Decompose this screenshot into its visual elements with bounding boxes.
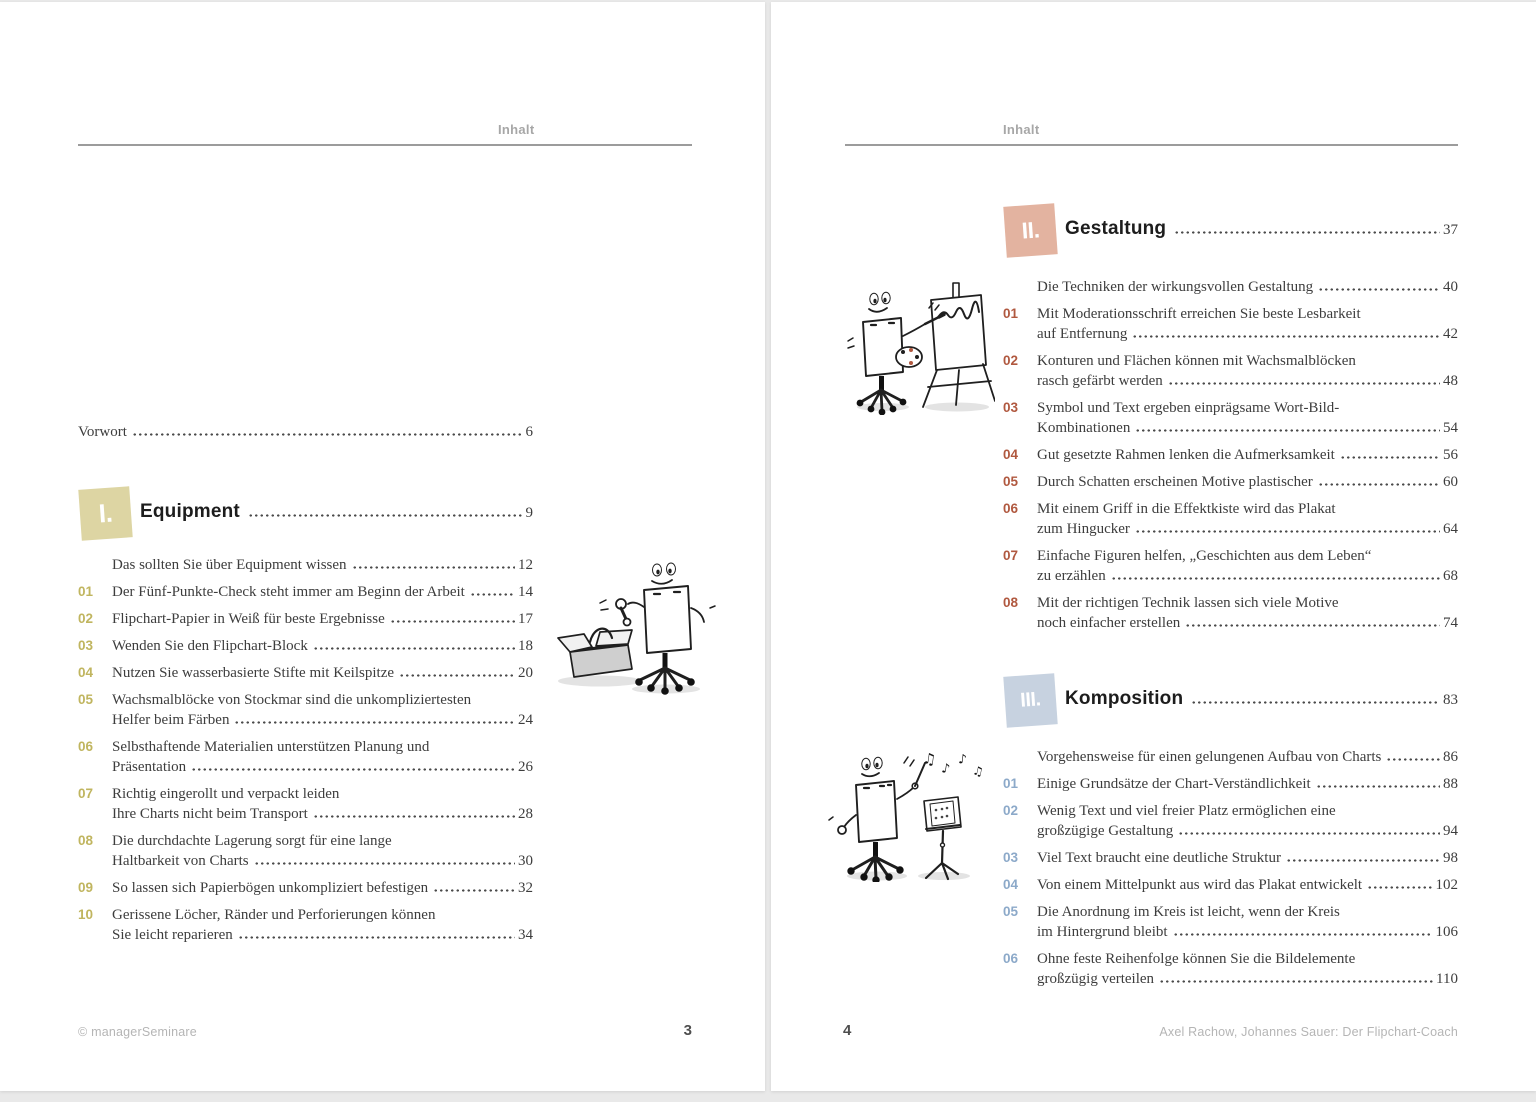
toc-item-number: 02: [1003, 803, 1019, 818]
toc-item: [1003, 277, 1458, 297]
toc-item-number: 01: [1003, 776, 1019, 791]
toc-item-number: 03: [1003, 850, 1019, 865]
music-note-icon: ♫: [921, 749, 938, 769]
toc-item-number: 10: [78, 907, 94, 922]
dot-leader: [1367, 886, 1432, 889]
toc-item-content: [112, 905, 533, 945]
toc-item-page-number: 30: [518, 853, 533, 869]
toc-item: [1003, 499, 1458, 539]
toc-item-content: [1037, 747, 1458, 767]
toc-item-last-line: [112, 636, 533, 656]
toc-item-text: Mit der richtigen Technik lassen sich viele Motive: [1037, 595, 1339, 611]
toc-item: [1003, 472, 1458, 492]
toc-item: [1003, 351, 1458, 391]
toc-item-text: Viel Text braucht eine deutliche Struktur: [1037, 850, 1281, 866]
toc-item: [1003, 304, 1458, 344]
toc-item-last-line: [112, 663, 533, 683]
toc-item: [1003, 949, 1458, 989]
toc-item-number: [1003, 277, 1037, 297]
toc-item: [1003, 593, 1458, 633]
dot-leader: [132, 433, 523, 436]
toc-item: [78, 663, 533, 683]
toc-item: [1003, 445, 1458, 465]
section-title-page-number: 9: [525, 505, 533, 521]
toc-item-content: [1037, 546, 1458, 586]
toc-item-number: 06: [1003, 501, 1019, 516]
toc-item-last-line: [1037, 566, 1458, 586]
toc-item-number: [78, 555, 112, 575]
toc-item-page-number: 24: [518, 712, 533, 728]
toc-item-text: Präsentation: [112, 759, 187, 775]
toc-item-last-line: [112, 878, 533, 898]
toc-item: [78, 690, 533, 730]
dot-leader: [238, 936, 515, 939]
toc-item-content: [112, 663, 533, 683]
toc-item-vorwort: [78, 422, 533, 442]
section-numeral-badge: II.: [1003, 203, 1057, 257]
toc-item-page-number: 14: [518, 584, 533, 600]
toc-item: [1003, 774, 1458, 794]
toc-item: [1003, 902, 1458, 942]
toc-item-text: Helfer beim Färben: [112, 712, 230, 728]
toc-item-page-number: 26: [518, 759, 533, 775]
page-number-left: 3: [683, 1022, 692, 1039]
toc-item-last-line: [112, 804, 533, 824]
toc-item-content: [112, 878, 533, 898]
toc-item-page-number: 18: [518, 638, 533, 654]
toc-item: [78, 878, 533, 898]
toc-item-last-line: [112, 757, 533, 777]
music-note-icon: ♪: [940, 761, 952, 778]
toc-item: [78, 636, 533, 656]
toc-item-content: [1037, 277, 1458, 297]
toc-item-text: Wenden Sie den Flipchart-Block: [112, 638, 308, 654]
toc-item-page-number: 74: [1443, 615, 1458, 631]
toc-item: [78, 831, 533, 871]
toc-item-text: Der Fünf-Punkte-Check steht immer am Beginn der Arbeit: [112, 584, 465, 600]
toc-item-text: im Hintergrund bleibt: [1037, 924, 1168, 940]
toc-item-number: [1003, 747, 1037, 767]
dot-leader: [1173, 933, 1433, 936]
toc-item-content: [1037, 902, 1458, 942]
toc-item-list: [78, 555, 533, 952]
toc-item-content: [112, 737, 533, 777]
toc-item-text: Einfache Figuren helfen, „Geschichten aus dem Leben“: [1037, 548, 1372, 564]
page-right: [771, 2, 1536, 1091]
toc-item-last-line: [1037, 969, 1458, 989]
toc-item-content: [112, 690, 533, 730]
toc-item-content: [112, 636, 533, 656]
running-head: Inhalt: [1003, 122, 1040, 137]
toc-item-list: [1003, 747, 1458, 996]
music-note-icon: ♪: [957, 752, 968, 768]
toc-item-text: auf Entfernung: [1037, 326, 1128, 342]
toc-item-last-line: [1037, 875, 1458, 895]
toc-item-text: Wachsmalblöcke von Stockmar sind die unkompliziertesten: [112, 692, 472, 708]
toc-item-page-number: 64: [1443, 521, 1458, 537]
toc-item-last-line: [1037, 848, 1458, 868]
section-title-page-number: 83: [1443, 692, 1458, 708]
toc-item-text: Mit einem Griff in die Effektkiste wird das Plakat: [1037, 501, 1336, 517]
toc-item-number: 08: [78, 833, 94, 848]
toc-item-text: Vorwort: [78, 424, 127, 440]
toc-item-last-line: [1037, 445, 1458, 465]
toc-item-number: 04: [78, 665, 94, 680]
toc-item: [1003, 848, 1458, 868]
toc-item-text: So lassen sich Papierbögen unkompliziert befestigen: [112, 880, 429, 896]
toc-item-text: Flipchart-Papier in Weiß für beste Ergebnisse: [112, 611, 385, 627]
conductor-illustration: [828, 737, 993, 882]
toc-item-text: Ihre Charts nicht beim Transport: [112, 806, 308, 822]
toolbox-illustration: [540, 550, 740, 695]
toc-item-text: Ohne feste Reihenfolge können Sie die Bildelemente: [1037, 951, 1356, 967]
toc-item-text: rasch gefärbt werden: [1037, 373, 1163, 389]
section-title-text: Komposition: [1065, 688, 1184, 709]
dot-leader: [1135, 429, 1440, 432]
toc-item-last-line: [1037, 371, 1458, 391]
toc-item-page-number: 56: [1443, 447, 1458, 463]
toc-item-last-line: [112, 609, 533, 629]
toc-item-text: Die durchdachte Lagerung sorgt für eine lange: [112, 833, 392, 849]
dot-leader: [234, 721, 515, 724]
toc-item: [1003, 875, 1458, 895]
toc-item-text: Symbol und Text ergeben einprägsame Wort-Bild-: [1037, 400, 1340, 416]
painter-illustration: [845, 280, 995, 415]
toc-item-page-number: 40: [1443, 279, 1458, 295]
toc-item-page-number: 54: [1443, 420, 1458, 436]
toc-item-content: [1037, 472, 1458, 492]
toc-item-page-number: 42: [1443, 326, 1458, 342]
toc-item-page-number: 48: [1443, 373, 1458, 389]
toc-item-text: Nutzen Sie wasserbasierte Stifte mit Keilspitze: [112, 665, 395, 681]
toc-item-page-number: 106: [1435, 924, 1458, 940]
toc-item-text: Durch Schatten erscheinen Motive plastischer: [1037, 474, 1313, 490]
toc-item-number: 06: [78, 739, 94, 754]
toc-item-content: [112, 609, 533, 629]
dot-leader: [1132, 335, 1440, 338]
toc-item-last-line: [1037, 821, 1458, 841]
toc-item-text: Mit Moderationsschrift erreichen Sie beste Lesbarkeit: [1037, 306, 1361, 322]
dot-leader: [470, 593, 515, 596]
section-numeral-badge: III.: [1003, 673, 1057, 727]
toc-item-text: Die Anordnung im Kreis ist leicht, wenn der Kreis: [1037, 904, 1340, 920]
toc-item-last-line: [1037, 277, 1458, 297]
toc-item-content: [1037, 801, 1458, 841]
toc-item-number: 01: [78, 584, 94, 599]
toc-item-last-line: [1037, 324, 1458, 344]
toc-item: [1003, 546, 1458, 586]
toc-item-number: 05: [78, 692, 94, 707]
toc-item-content: [112, 784, 533, 824]
toc-item-content: [1037, 593, 1458, 633]
toc-item-page-number: 60: [1443, 474, 1458, 490]
toc-item-number: 08: [1003, 595, 1019, 610]
toc-item-text: Wenig Text und viel freier Platz ermöglichen eine: [1037, 803, 1336, 819]
dot-leader: [352, 566, 515, 569]
toc-item-page-number: 12: [518, 557, 533, 573]
dot-leader: [254, 862, 515, 865]
toc-item-content: [1037, 351, 1458, 391]
dot-leader: [1178, 832, 1440, 835]
toc-item-content: [1037, 445, 1458, 465]
toc-item: [1003, 801, 1458, 841]
toc-item-text: großzügig verteilen: [1037, 971, 1155, 987]
music-note-icon: ♫: [971, 763, 985, 780]
toc-item-last-line: [112, 851, 533, 871]
toc-item-text: Die Techniken der wirkungsvollen Gestaltung: [1037, 279, 1314, 295]
toc-item-number: 06: [1003, 951, 1019, 966]
dot-leader: [399, 674, 515, 677]
section-numeral-badge: I.: [78, 486, 132, 540]
toc-item: [78, 784, 533, 824]
toc-item-last-line: [112, 582, 533, 602]
footer-imprint: © managerSeminare: [78, 1025, 197, 1039]
toc-item-page-number: 28: [518, 806, 533, 822]
toc-item-last-line: [112, 925, 533, 945]
toc-item: [78, 555, 533, 575]
dot-leader: [1318, 288, 1440, 291]
toc-item-last-line: [1037, 774, 1458, 794]
toc-item-number: 03: [78, 638, 94, 653]
toc-item-text: Gerissene Löcher, Ränder und Perforierungen können: [112, 907, 436, 923]
toc-item-page-number: 17: [518, 611, 533, 627]
running-head: Inhalt: [498, 122, 535, 137]
dot-leader: [1174, 231, 1440, 234]
toc-item-page-number: 88: [1443, 776, 1458, 792]
toc-item-text: Vorgehensweise für einen gelungenen Aufbau von Charts: [1037, 749, 1382, 765]
toc-item-text: Einige Grundsätze der Chart-Verständlichkeit: [1037, 776, 1311, 792]
toc-item-page-number: 68: [1443, 568, 1458, 584]
toc-item-content: [112, 555, 533, 575]
toc-item-content: [1037, 848, 1458, 868]
toc-item-last-line: [1037, 472, 1458, 492]
toc-item-number: 03: [1003, 400, 1019, 415]
toc-item-text: zum Hingucker: [1037, 521, 1130, 537]
dot-leader: [313, 647, 515, 650]
toc-item-page-number: 102: [1435, 877, 1458, 893]
dot-leader: [433, 889, 515, 892]
toc-item-text: Selbsthaftende Materialien unterstützen Planung und: [112, 739, 430, 755]
toc-item-number: 02: [1003, 353, 1019, 368]
toc-item-number: 07: [1003, 548, 1019, 563]
section-heading: [140, 501, 533, 523]
toc-item-last-line: [1037, 418, 1458, 438]
toc-item-text: Das sollten Sie über Equipment wissen: [112, 557, 347, 573]
toc-item: [1003, 747, 1458, 767]
dot-leader: [1316, 785, 1440, 788]
toc-item-number: 04: [1003, 877, 1019, 892]
dot-leader: [1191, 701, 1440, 704]
toc-item-number: 05: [1003, 904, 1019, 919]
toc-item: [78, 737, 533, 777]
dot-leader: [1111, 577, 1440, 580]
toc-item-list: [1003, 277, 1458, 640]
dot-leader: [248, 514, 523, 517]
section-komposition: [1003, 675, 1458, 1005]
toc-item-content: [1037, 875, 1458, 895]
toc-item-page-number: 98: [1443, 850, 1458, 866]
toc-item-content: [1037, 499, 1458, 539]
toc-item-last-line: [1037, 747, 1458, 767]
toc-item-last-line: [112, 555, 533, 575]
dot-leader: [191, 768, 515, 771]
header-rule: [78, 144, 692, 146]
toc-item-page-number: 110: [1436, 971, 1458, 987]
toc-item-number: 09: [78, 880, 94, 895]
toc-item-page-number: 32: [518, 880, 533, 896]
toc-item-text: Gut gesetzte Rahmen lenken die Aufmerksamkeit: [1037, 447, 1335, 463]
toc-item-page-number: 34: [518, 927, 533, 943]
toc-item-page-number: 86: [1443, 749, 1458, 765]
footer-book-title: Axel Rachow, Johannes Sauer: Der Flipchart-Coach: [1159, 1025, 1458, 1039]
toc-item-text: noch einfacher erstellen: [1037, 615, 1181, 631]
toc-item: [78, 609, 533, 629]
toc-item-last-line: [112, 710, 533, 730]
toc-item-text: zu erzählen: [1037, 568, 1106, 584]
toc-item-number: 02: [78, 611, 94, 626]
section-heading: [1065, 218, 1458, 240]
toc-item-text: Von einem Mittelpunkt aus wird das Plakat entwickelt: [1037, 877, 1363, 893]
toc-item-number: 05: [1003, 474, 1019, 489]
toc-item-text: großzügige Gestaltung: [1037, 823, 1174, 839]
dot-leader: [1340, 456, 1440, 459]
section-gestaltung: [1003, 205, 1458, 645]
toc-item-page-number: 6: [525, 424, 533, 440]
section-title-page-number: 37: [1443, 222, 1458, 238]
toc-item-content: [1037, 949, 1458, 989]
toc-item-page-number: 20: [518, 665, 533, 681]
dot-leader: [1318, 483, 1440, 486]
toc-item-number: 04: [1003, 447, 1019, 462]
section-title-text: Gestaltung: [1065, 218, 1167, 239]
dot-leader: [390, 620, 515, 623]
dot-leader: [1286, 859, 1440, 862]
toc-item-content: [1037, 398, 1458, 438]
toc-item-text: Konturen und Flächen können mit Wachsmalblöcken: [1037, 353, 1356, 369]
page-number-right: 4: [843, 1022, 852, 1039]
dot-leader: [1135, 530, 1440, 533]
header-rule: [845, 144, 1458, 146]
section-title-text: Equipment: [140, 501, 240, 522]
toc-item-text: Richtig eingerollt und verpackt leiden: [112, 786, 340, 802]
toc-item-content: [112, 582, 533, 602]
section-equipment: [78, 488, 533, 958]
toc-item-text: Kombinationen: [1037, 420, 1131, 436]
dot-leader: [1168, 382, 1440, 385]
toc-item-content: [1037, 774, 1458, 794]
toc-item-content: [112, 831, 533, 871]
section-heading: [1065, 688, 1458, 710]
toc-item-last-line: [1037, 613, 1458, 633]
dot-leader: [313, 815, 515, 818]
toc-item-page-number: 94: [1443, 823, 1458, 839]
page-left: [0, 2, 765, 1091]
toc-item-content: [1037, 304, 1458, 344]
toc-item: [78, 582, 533, 602]
toc-item-text: Sie leicht reparieren: [112, 927, 233, 943]
dot-leader: [1159, 980, 1433, 983]
toc-item: [1003, 398, 1458, 438]
toc-item-number: 01: [1003, 306, 1019, 321]
toc-item-number: 07: [78, 786, 94, 801]
toc-item-last-line: [1037, 519, 1458, 539]
toc-item-last-line: [1037, 922, 1458, 942]
toc-item-text: Haltbarkeit von Charts: [112, 853, 249, 869]
dot-leader: [1386, 758, 1440, 761]
dot-leader: [1185, 624, 1440, 627]
toc-item: [78, 905, 533, 945]
